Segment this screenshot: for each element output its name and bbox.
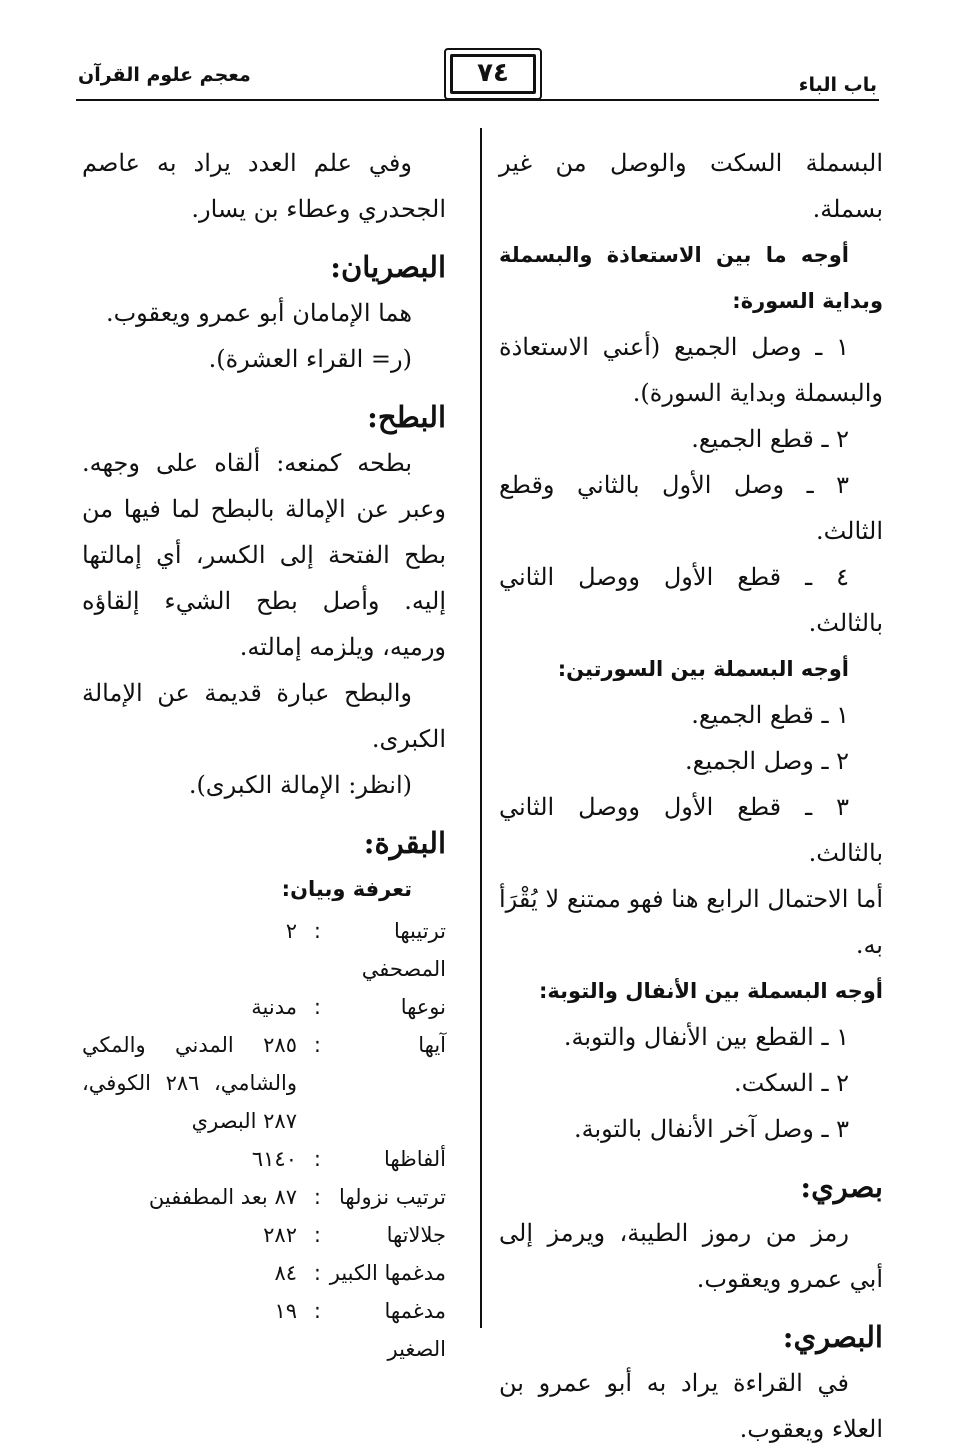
paragraph: والبطح عبارة قديمة عن الإمالة الكبرى. [82,679,446,753]
info-value: ٢٨٥ المدني والمكي والشامي، ٢٨٦ الكوفي، ٢٨٧ البصري [82,1033,297,1133]
info-label: ألفاظها [383,1147,446,1171]
paragraph: أما الاحتمال الرابع هنا فهو ممتنع لا يُقْرَأ به. [499,885,883,959]
paragraph: البسملة السكت والوصل من غير بسملة. [499,149,883,223]
paragraph: أوجه البسملة بين الأنفال والتوبة: [539,979,883,1003]
paragraph: أوجه ما بين الاستعاذة والبسملة وبداية السورة: [499,243,883,313]
paragraph: وفي علم العدد يراد به عاصم الجحدري وعطاء بن يسار. [82,149,446,223]
paragraph: ٢ ـ وصل الجميع. [685,747,849,775]
paragraph: ٣ ـ وصل آخر الأنفال بالتوبة. [573,1115,849,1143]
left-column [82,140,446,1368]
info-sep: : [313,1147,321,1171]
entry-heading: البصري: [782,1320,883,1354]
info-sep: : [313,995,321,1019]
entry-heading: البقرة: [363,826,446,860]
paragraph: ٣ ـ قطع الأول ووصل الثاني بالثالث. [499,793,883,867]
surah-info-table [82,912,446,1368]
info-value: ١٩ [274,1299,297,1323]
paragraph: ٣ ـ وصل الأول بالثاني وقطع الثالث. [499,471,883,545]
info-sep: : [313,1261,321,1285]
info-value: ٢٨٢ [263,1223,297,1247]
paragraph: تعرفة وبيان: [281,877,412,901]
paragraph: ٤ ـ قطع الأول ووصل الثاني بالثالث. [499,563,883,637]
info-sep: : [313,1185,321,1209]
info-label: ترتيب نزولها [339,1185,446,1209]
chapter-title: باب الباء [798,74,877,96]
paragraph: ٢ ـ السكت. [733,1069,849,1097]
info-label: آيها [418,1033,446,1057]
paragraph: هما الإمامان أبو عمرو ويعقوب. [105,299,412,327]
paragraph: ١ ـ القطع بين الأنفال والتوبة. [563,1023,849,1051]
header-rule [76,99,879,101]
page-number: ٧٤ [477,58,509,88]
paragraph: بطحه كمنعه: ألقاه على وجهه. وعبر عن الإمالة بالبطح لما فيها من بطح الفتحة إلى الكسر، أي إمالتها إليه. وأصل بطح الشيء إلقاؤه ورميه، ويلزمه إمالته. [82,449,446,661]
paragraph: رمز من رموز الطيبة، ويرمز إلى أبي عمرو ويعقوب. [499,1219,883,1293]
info-label: مدغمها الصغير [384,1299,446,1361]
paragraph: (انظر: الإمالة الكبرى). [188,771,412,799]
info-value: ٦١٤٠ [251,1147,297,1171]
entry-heading: البطح: [367,400,446,434]
info-label: جلالاتها [386,1223,446,1247]
info-value: مدنية [251,995,297,1019]
info-sep: : [313,1299,321,1323]
info-sep: : [313,919,321,943]
info-label: ترتيبها المصحفي [361,919,446,981]
entry-heading: بصري: [800,1170,883,1204]
paragraph: (ر= القراء العشرة). [208,345,412,373]
info-value: ٢ [285,919,297,943]
paragraph: ١ ـ وصل الجميع (أعني الاستعاذة والبسملة وبداية السورة). [499,333,883,407]
info-label: نوعها [400,995,446,1019]
entry-heading: البصريان: [330,250,446,284]
paragraph: في القراءة يراد به أبو عمرو بن العلاء ويعقوب. [499,1369,883,1443]
info-value: ٨٧ بعد المطففين [148,1185,297,1209]
info-label: مدغمها الكبير [329,1261,446,1285]
paragraph: أوجه البسملة بين السورتين: [557,657,849,681]
book-title: معجم علوم القرآن [78,64,251,86]
page-number-frame [444,48,542,100]
info-value: ٨٤ [274,1261,297,1285]
paragraph: ٢ ـ قطع الجميع. [691,425,849,453]
column-divider [480,128,482,1328]
right-column [499,140,883,1452]
info-sep: : [313,1033,321,1057]
info-sep: : [313,1223,321,1247]
paragraph: ١ ـ قطع الجميع. [691,701,849,729]
